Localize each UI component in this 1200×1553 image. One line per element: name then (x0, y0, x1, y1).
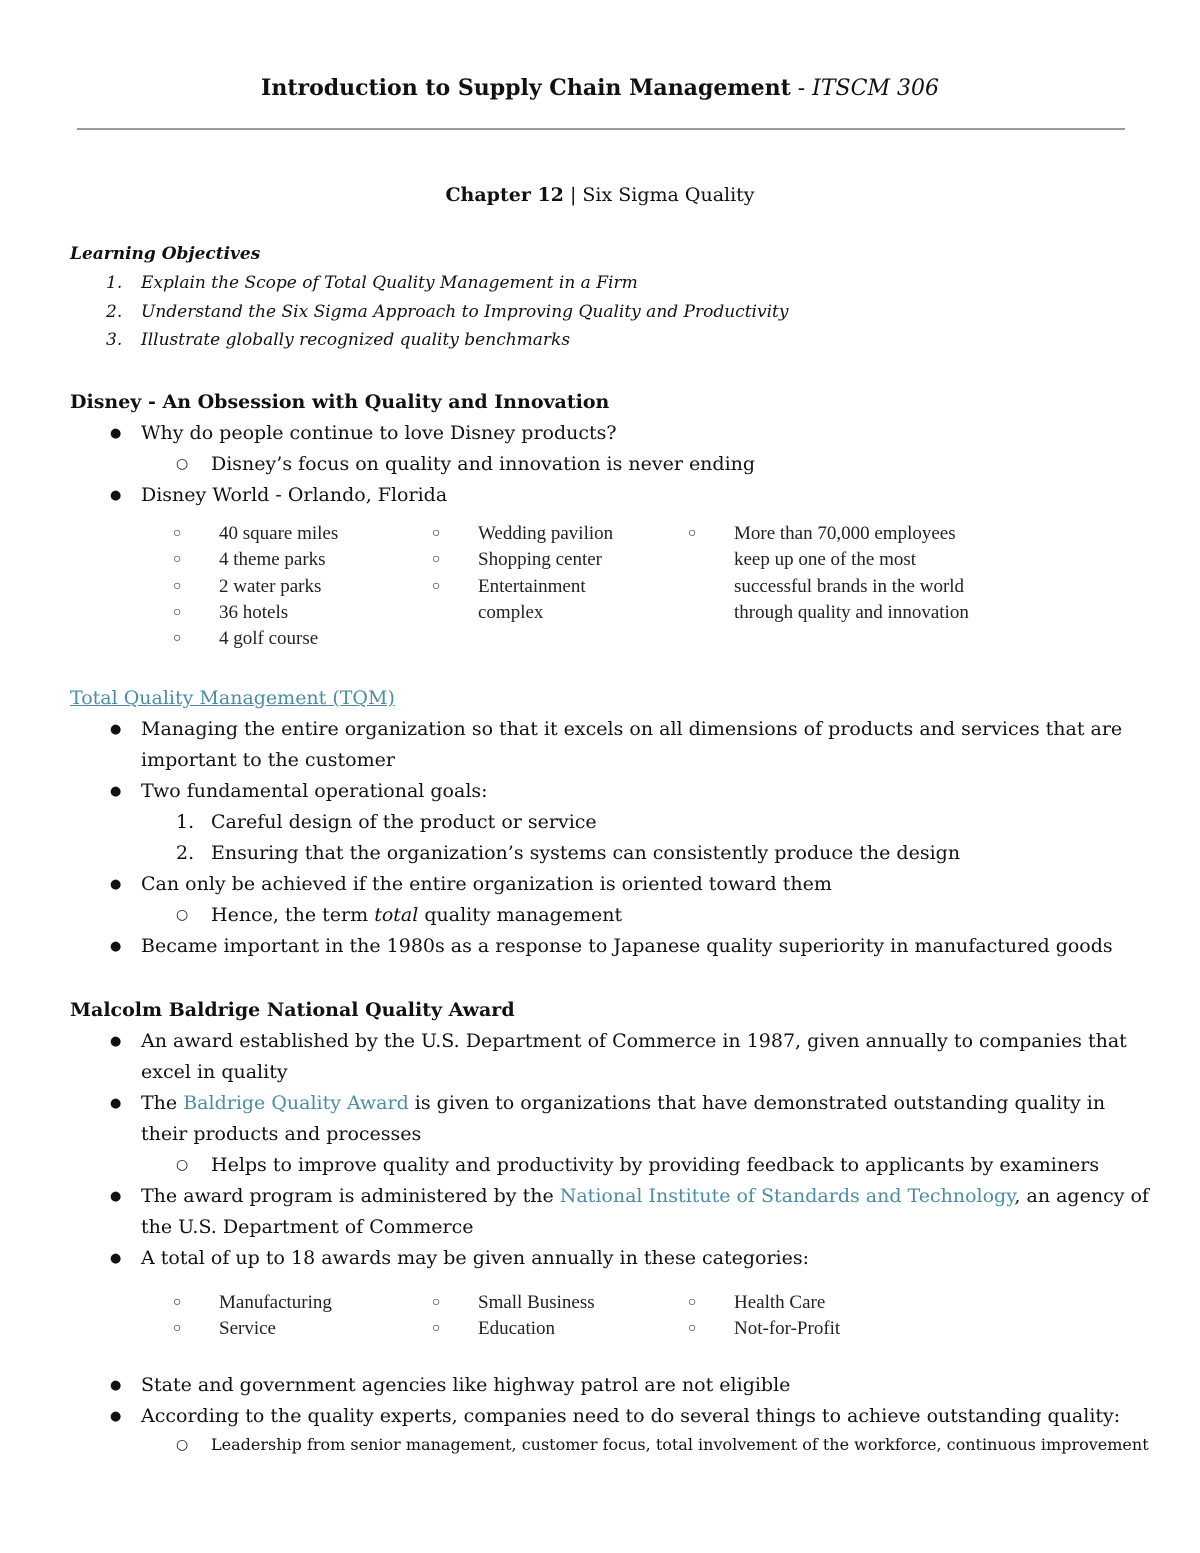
list-item: ○ 4 theme parks (173, 547, 338, 573)
bullet-icon: ● (110, 722, 122, 737)
circle-bullet-icon: ○ (176, 1437, 189, 1453)
list-item: ● Disney World - Orlando, Florida (70, 480, 1150, 511)
disney-facts-columns (173, 521, 1073, 656)
chapter-separator: | (563, 184, 583, 206)
bullet-icon: ● (110, 1189, 122, 1204)
circle-bullet-icon: ○ (432, 552, 441, 568)
baldrige-bullet-list-continued (70, 1370, 1150, 1458)
list-item: ● The award program is administered by the National Institute of Standards and Technology, an agency of the U.S. Department of Commerce (70, 1181, 1150, 1243)
bullet-icon: ● (110, 939, 122, 954)
bullet-icon: ● (110, 426, 122, 441)
baldrige-heading: Malcolm Baldrige National Quality Award (70, 999, 515, 1021)
facts-column-1 (173, 521, 338, 652)
list-item: ○ Not-for-Profit (688, 1316, 840, 1342)
tqm-heading-link[interactable]: Total Quality Management (TQM) (70, 687, 395, 709)
chapter-label: Chapter 12 (445, 184, 564, 206)
list-item: ● Why do people continue to love Disney products? (70, 418, 1150, 449)
list-item: ○ Shopping center (432, 547, 648, 573)
bullet-icon: ● (110, 877, 122, 892)
circle-bullet-icon: ○ (688, 1321, 697, 1337)
list-item: ○ 36 hotels (173, 600, 338, 626)
list-item: ● Two fundamental operational goals: (70, 776, 1150, 807)
circle-bullet-icon: ○ (173, 631, 182, 647)
baldrige-bullet-list (70, 1026, 1150, 1274)
bullet-icon: ● (110, 1096, 122, 1111)
list-item: 2. Ensuring that the organization’s systems can consistently produce the design (176, 842, 961, 864)
circle-bullet-icon: ○ (688, 1295, 697, 1310)
circle-bullet-icon: ○ (176, 1157, 189, 1173)
list-item: ○ Hence, the term total quality management (70, 900, 1150, 931)
list-item: ○ Wedding pavilion (432, 521, 648, 547)
learning-objectives-heading: Learning Objectives (70, 244, 261, 264)
nist-link[interactable]: National Institute of Standards and Technology (559, 1185, 1015, 1207)
list-item: ○ Manufacturing (173, 1290, 332, 1316)
page-header-title (0, 72, 1200, 105)
tqm-bullet-list (70, 714, 1150, 962)
course-title: Introduction to Supply Chain Management (261, 75, 791, 101)
list-item: 1. Careful design of the product or service (176, 811, 597, 833)
list-item: ● An award established by the U.S. Department of Commerce in 1987, given annually to companies that excel in quality (70, 1026, 1150, 1088)
list-item: ● Managing the entire organization so that it excels on all dimensions of products and services that are important to the customer (70, 714, 1150, 776)
baldrige-award-link[interactable]: Baldrige Quality Award (183, 1092, 409, 1114)
categories-column-1 (173, 1290, 332, 1343)
list-item: ○ Helps to improve quality and productivity by providing feedback to applicants by examiners (70, 1150, 1150, 1181)
list-item: 1. Explain the Scope of Total Quality Management in a Firm (106, 273, 638, 293)
circle-bullet-icon: ○ (432, 578, 441, 594)
list-item: ○ 4 golf course (173, 626, 338, 652)
list-item: ○ 2 water parks (173, 574, 338, 600)
circle-bullet-icon: ○ (173, 1321, 182, 1337)
circle-bullet-icon: ○ (173, 526, 182, 541)
list-item: 2. Understand the Six Sigma Approach to Improving Quality and Productivity (106, 301, 789, 322)
chapter-name: Six Sigma Quality (582, 184, 755, 206)
list-item: ○ Disney’s focus on quality and innovation is never ending (70, 449, 1150, 480)
title-separator: - (790, 76, 813, 101)
bullet-icon: ● (110, 1251, 122, 1266)
list-item: ● Became important in the 1980s as a response to Japanese quality superiority in manufactured goods (70, 931, 1150, 962)
circle-bullet-icon: ○ (176, 456, 189, 472)
chapter-title (0, 180, 1200, 210)
list-item: ○ 40 square miles (173, 521, 338, 547)
categories-column-2 (432, 1290, 595, 1343)
circle-bullet-icon: ○ (173, 552, 182, 568)
circle-bullet-icon: ○ (176, 907, 189, 923)
list-item: ○ More than 70,000 employees keep up one of the most successful brands in the world through quality and innovation (688, 523, 969, 623)
circle-bullet-icon: ○ (432, 1321, 441, 1337)
list-item: ○ Entertainment complex (432, 575, 586, 623)
list-item: ○ Education (432, 1316, 595, 1342)
award-categories-columns (173, 1290, 1073, 1346)
list-item: ○ Service (173, 1316, 332, 1342)
bullet-icon: ● (110, 1378, 122, 1393)
categories-column-3 (688, 1290, 840, 1343)
circle-bullet-icon: ○ (432, 1295, 441, 1310)
bullet-icon: ● (110, 488, 122, 503)
circle-bullet-icon: ○ (173, 604, 182, 620)
circle-bullet-icon: ○ (688, 526, 697, 541)
course-code: ITSCM 306 (812, 76, 939, 101)
facts-column-2 (432, 521, 648, 626)
list-item: ● Can only be achieved if the entire organization is oriented toward them (70, 869, 1150, 900)
list-item: ○ Leadership from senior management, customer focus, total involvement of the workforce, continuous improvement (70, 1432, 1150, 1458)
circle-bullet-icon: ○ (173, 578, 182, 594)
header-rule (77, 128, 1125, 130)
bullet-icon: ● (110, 1034, 122, 1049)
learning-objectives-list (70, 269, 1130, 355)
list-item: ○ Health Care (688, 1290, 840, 1316)
list-item: ● According to the quality experts, companies need to do several things to achieve outstanding quality: (70, 1401, 1150, 1432)
facts-column-3 (688, 521, 988, 626)
list-item: ● A total of up to 18 awards may be given annually in these categories: (70, 1243, 1150, 1274)
bullet-icon: ● (110, 1409, 122, 1424)
circle-bullet-icon: ○ (173, 1295, 182, 1310)
list-item: ● State and government agencies like highway patrol are not eligible (70, 1370, 1150, 1401)
list-item: ● The Baldrige Quality Award is given to organizations that have demonstrated outstanding quality in their products and processes (70, 1088, 1150, 1150)
disney-bullet-list (70, 418, 1150, 511)
bullet-icon: ● (110, 784, 122, 799)
circle-bullet-icon: ○ (432, 526, 441, 541)
list-item: 3. Illustrate globally recognized quality benchmarks (106, 330, 571, 350)
list-item: ○ Small Business (432, 1290, 595, 1316)
disney-heading: Disney - An Obsession with Quality and Innovation (70, 391, 610, 413)
